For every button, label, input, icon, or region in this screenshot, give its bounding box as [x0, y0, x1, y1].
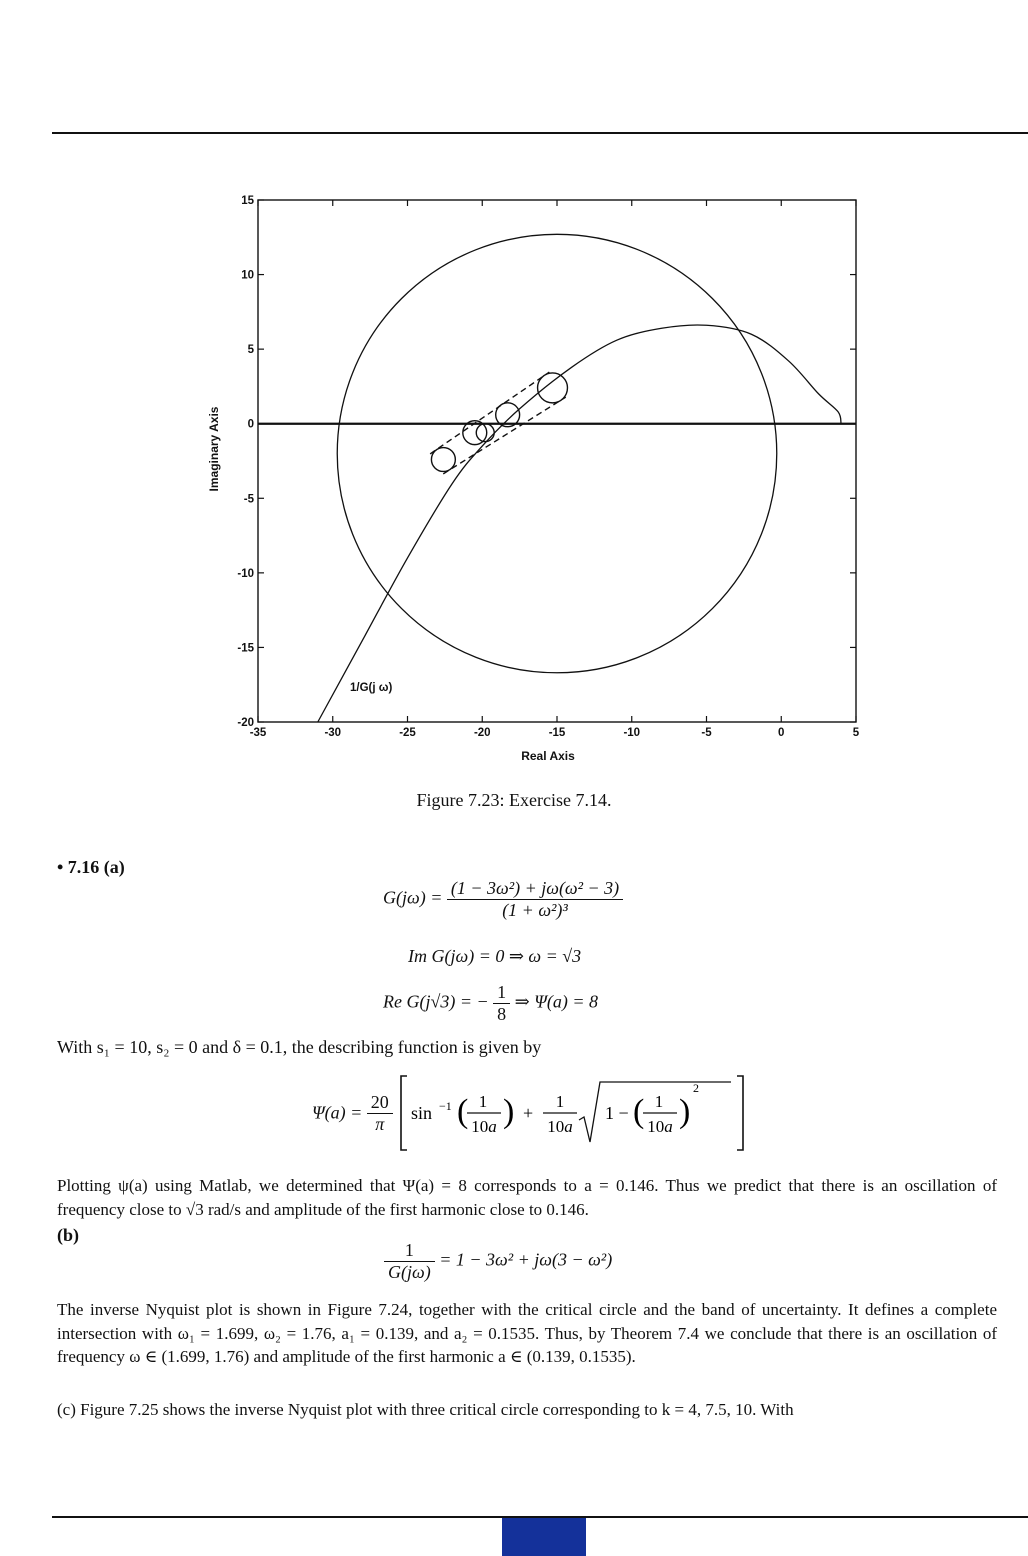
svg-text:1 −: 1 − [605, 1103, 629, 1123]
svg-text:): ) [503, 1093, 515, 1130]
curve-label: 1/G(j ω) [350, 682, 393, 694]
y-tick-label: 0 [247, 418, 254, 431]
equation-psi [312, 1072, 747, 1154]
x-tick-label: -5 [701, 727, 712, 739]
equation-g [383, 878, 623, 921]
eq-psi-denominator: π [375, 1113, 385, 1134]
x-tick-label: 0 [778, 727, 785, 739]
y-tick-label: -20 [237, 717, 254, 729]
svg-text:2: 2 [693, 1081, 700, 1095]
eq-re-lhs: Re G(j√3) = − [383, 991, 489, 1012]
eq-g-lhs: G(jω) = [383, 887, 443, 908]
x-tick-label: -10 [623, 727, 641, 739]
x-tick-label: -30 [324, 727, 342, 739]
x-tick-label: -15 [548, 727, 566, 739]
plot-frame [258, 200, 856, 722]
svg-text:10a: 10a [647, 1117, 674, 1136]
part-c-paragraph: (c) Figure 7.25 shows the inverse Nyquist plot with three critical circle corresponding to k = 4, 7.5, 10. With [57, 1400, 794, 1419]
svg-text:): ) [679, 1093, 691, 1130]
svg-text:(: ( [633, 1093, 645, 1130]
svg-text:(: ( [457, 1093, 469, 1130]
psi-bracket-expression [397, 1072, 747, 1154]
inverse-nyquist-paragraph: The inverse Nyquist plot is shown in Figure 7.24, together with the critical circle and the band of uncertainty. It defines a complete intersection with ω₁ = 1.699, ω₂ = 1.76, a₁ = 0.139, and a₂ = 0.1535. Thus, by Theorem 7.4 we conclude that there is an oscillation of frequency ω ∈ (1.699, 1.76) and amplitude of the first harmonic a ∈ (0.139, 0.1535). [57, 1300, 997, 1366]
y-axis-label: Imaginary Axis [207, 406, 221, 492]
eq-inv-rhs: = 1 − 3ω² + jω(3 − ω²) [439, 1249, 613, 1270]
eq-re-fraction [493, 982, 510, 1025]
eq-psi-lhs: Ψ(a) = [312, 1102, 363, 1123]
inverse-nyquist-curve [318, 325, 841, 722]
eq-re-denominator: 8 [497, 1004, 507, 1024]
critical-circle [337, 234, 777, 672]
svg-text:1: 1 [655, 1092, 664, 1111]
nyquist-figure [190, 186, 880, 766]
eq-psi-numerator: 20 [367, 1092, 393, 1114]
nyquist-chart [190, 186, 880, 766]
top-rule [52, 132, 1028, 134]
x-tick-label: -25 [399, 727, 416, 739]
figure-caption: Figure 7.23: Exercise 7.14. [416, 790, 612, 810]
equation-inverse [384, 1240, 612, 1283]
eq-re-rhs: ⇒ Ψ(a) = 8 [514, 991, 599, 1012]
x-axis-label: Real Axis [521, 749, 575, 763]
eq-re-numerator: 1 [493, 982, 510, 1004]
eq-inv-fraction [384, 1240, 435, 1283]
plot-layer [258, 200, 856, 722]
eq-g-numerator: (1 − 3ω²) + jω(ω² − 3) [447, 878, 623, 900]
svg-text:10a: 10a [471, 1117, 498, 1136]
equation-re [383, 982, 598, 1025]
eq-g-fraction [447, 878, 623, 921]
part-b-label: (b) [57, 1225, 79, 1245]
page-number-block [502, 1518, 586, 1556]
svg-text:10a: 10a [547, 1117, 574, 1136]
uncertainty-band-edge [443, 397, 565, 474]
y-tick-label: -5 [243, 493, 254, 506]
y-tick-label: 10 [241, 269, 254, 282]
tick-layer [237, 195, 859, 739]
y-tick-label: 5 [247, 344, 254, 357]
eq-inv-numerator: 1 [384, 1240, 435, 1262]
with-line: With s₁ = 10, s₂ = 0 and δ = 0.1, the describing function is given by [57, 1037, 542, 1057]
svg-text:1: 1 [479, 1092, 488, 1111]
x-tick-label: -35 [249, 727, 267, 739]
y-tick-label: 15 [241, 195, 254, 207]
svg-text:1: 1 [556, 1092, 565, 1111]
svg-text:−1: −1 [439, 1099, 453, 1113]
x-tick-label: 5 [852, 727, 860, 739]
y-tick-label: -15 [237, 642, 254, 655]
plotting-paragraph: Plotting ψ(a) using Matlab, we determined that Ψ(a) = 8 corresponds to a = 0.146. Thus we predict that there is an oscillation of frequency close to √3 rad/s and amplitude of the first harmonic close to 0.146. [57, 1176, 997, 1219]
equation-im: Im G(jω) = 0 ⇒ ω = √3 [408, 946, 582, 966]
svg-text:sin: sin [411, 1103, 433, 1123]
x-tick-label: -20 [473, 727, 491, 739]
eq-g-denominator: (1 + ω²)³ [502, 900, 568, 920]
section-heading: • 7.16 (a) [57, 857, 125, 877]
svg-text:+: + [523, 1103, 534, 1123]
eq-psi-fraction [367, 1092, 393, 1135]
eq-inv-denominator: G(jω) [388, 1262, 431, 1282]
uncertainty-band-edge [430, 372, 549, 454]
y-tick-label: -10 [237, 567, 254, 580]
